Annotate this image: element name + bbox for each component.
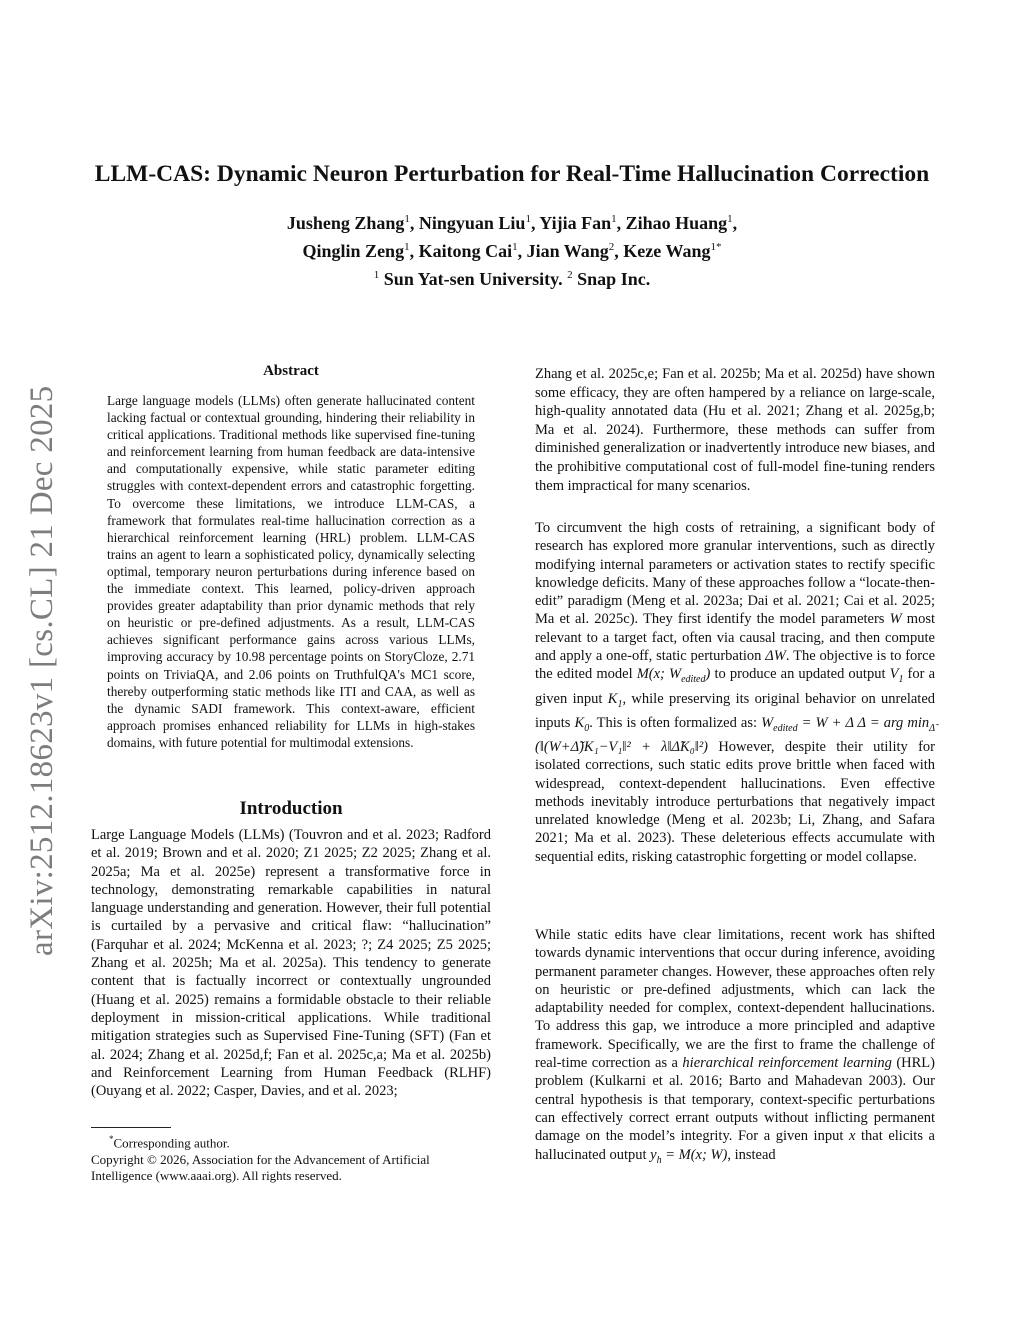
math-model-edited: M(x; $W_{edited}$): [636, 666, 711, 686]
math-K1: $K_1$: [607, 690, 623, 710]
footnote-rule: [91, 1127, 171, 1128]
edit-objective-equation: $W_{edited} = W + \Delta$ Δ = arg $\min_{\Deltã}$ (‖(W+Δ̃)K₁−V₁‖² + λ‖Δ̃K₀‖²): [535, 714, 935, 755]
author-affil-mark: 1: [525, 213, 531, 225]
footnote-block: [91, 1131, 491, 1184]
author-affil-mark: 1: [512, 241, 518, 253]
author-affil-mark: 2: [608, 241, 615, 253]
author: Jusheng Zhang: [286, 213, 405, 233]
math-W: W: [889, 611, 902, 628]
abstract-body: Large language models (LLMs) often generate hallucinated content lacking factual or contextual grounding, hindering their reliability in critical applications. Traditional methods like supervised fine-tuning and reinforcement learning from human feedback are data-intensive and computationally expensive, while static parameter editing struggles with context-dependent errors and catastrophic forgetting. To overcome these limitations, we introduce LLM-CAS, a framework that formulates real-time hallucination correction as a hierarchical reinforcement learning (HRL) problem. LLM-CAS trains an agent to learn a sophisticated policy, dynamically selecting optimal, temporary neuron perturbations during inference based on the immediate context. This learned, policy-driven approach provides greater adaptability than prior dynamic methods that rely on heuristic or pre-defined adjustments. As a result, LLM-CAS achieves significant performance gains across various LLMs, improving accuracy by 10.98 percentage points on StoryCloze, 2.71 points on TriviaQA, and 2.06 points on TruthfulQA's MC1 score, thereby outperforming static methods like ITI and CAA, as well as the dynamic SADI framework. This context-aware, efficient approach promises enhanced reliability for LLMs in high-stakes domains, with future potential for multimodal extensions.: [107, 393, 475, 750]
math-yh: $y_h = M(x$; W): [650, 1146, 728, 1166]
author: Kaitong Cai: [418, 241, 513, 261]
right-paragraph-1: Zhang et al. 2025c,e; Fan et al. 2025b; Ma et al. 2025d) have shown some efficacy, they are often hampered by a reliance on large-scale, high-quality annotated data (Hu et al. 2021; Zhang et al. 2025g,b; Ma et al. 2024). Furthermore, these methods can suffer from diminished generalization or inadvertently introduce new biases, and the prohibitive computational cost of full-model fine-tuning renders them impractical for many scenarios.: [535, 366, 935, 494]
abstract-heading: Abstract: [263, 363, 319, 379]
author-affil-mark: 1: [404, 241, 410, 253]
author: Qinglin Zeng: [302, 241, 405, 261]
emphasis-hrl: hierarchical reinforcement learning: [682, 1055, 892, 1072]
introduction-heading: Introduction: [239, 798, 343, 819]
introduction-paragraph-1: Large Language Models (LLMs) (Touvron and et al. 2023; Radford et al. 2019; Brown and et al. 2020; Z1 2025; Z2 2025; Zhang et al. 2025a; Ma et al. 2025e) represent a transformative force in technology, demonstrating remarkable capabilities in natural language understanding and generation. However, their full potential is curtailed by a pervasive and critical flaw: “hallucination” (Farquhar et al. 2024; McKenna et al. 2023; ?; Z4 2025; Z5 2025; Zhang et al. 2025h; Ma et al. 2025a). This tendency to generate content that is factually incorrect or contextually ungrounded (Huang et al. 2025) remains a formidable obstacle to their reliable deployment in mission-critical applications. While traditional mitigation strategies such as Supervised Fine-Tuning (SFT) (Fan et al. 2024; Zhang et al. 2025d,f; Fan et al. 2025c,a; Ma et al. 2025b) and Reinforcement Learning from Human Feedback (RLHF) (Ouyang et al. 2022; Casper, Davies, and et al. 2023;: [91, 827, 491, 1100]
affiliation-line: $^1$ Sun Yat-sen University. $^2$ Snap Inc.: [373, 269, 651, 289]
math-V1: $V_1$: [889, 666, 904, 686]
author-line-2: Qinglin Zeng$^1$, Kaitong Cai$^1$, Jian Wang$^2$, Keze Wang$^{1*}$: [302, 241, 722, 261]
arxiv-sidebar-stamp: arXiv:2512.18623v1 [cs.CL] 21 Dec 2025: [24, 385, 60, 956]
copyright-line-2: Intelligence (www.aaai.org). All rights reserved.: [91, 1167, 342, 1183]
paper-title: LLM-CAS: Dynamic Neuron Perturbation for Real-Time Hallucination Correction: [94, 161, 930, 187]
author: Ningyuan Liu: [418, 213, 526, 233]
author: Keze Wang: [623, 241, 711, 261]
author: Yijia Fan: [539, 213, 612, 233]
footnote-corresponding: *Corresponding author.: [109, 1134, 230, 1151]
author: Jian Wang: [526, 241, 609, 261]
copyright-line-1: Copyright © 2026, Association for the Advancement of Artificial: [91, 1151, 430, 1167]
affiliation-2: Snap Inc.: [577, 269, 651, 289]
affiliation-1: Sun Yat-sen University.: [383, 269, 563, 289]
math-K0: $K_0$: [574, 714, 590, 734]
right-paragraph-3: While static edits have clear limitations, recent work has shifted towards dynamic interventions that occur during inference, avoiding permanent parameter changes. However, these approaches often rely on heuristic or pre-defined adjustments, which can lack the adaptability needed for complex, context-dependent hallucinations. To address this gap, we introduce a more principled and adaptive framework. Specifically, we are the first to frame the challenge of real-time correction as a hierarchical reinforcement learning (HRL) problem (Kulkarni et al. 2016; Barto and Mahadevan 2003). Our central hypothesis is that temporary, context-specific perturbations can effectively correct errant outputs without inflicting permanent damage on the model’s integrity. For a given input x that elicits a hallucinated output $y_h = M(x$; W), instead: [535, 927, 935, 1166]
author-affil-mark: 1: [404, 213, 410, 225]
author: Zihao Huang: [625, 213, 728, 233]
author-affil-mark: 1*: [710, 241, 722, 253]
author-line-1: Jusheng Zhang$^1$, Ningyuan Liu$^1$, Yijia Fan$^1$, Zihao Huang$^1$,: [286, 213, 738, 233]
author-affil-mark: 1: [727, 213, 733, 225]
math-x: x: [848, 1128, 856, 1145]
author-block: [60, 209, 964, 293]
math-delta-W: ΔW: [765, 648, 786, 665]
author-affil-mark: 1: [611, 213, 617, 225]
right-paragraph-2: To circumvent the high costs of retraining, a significant body of research has explored more granular interventions, such as directly modifying internal parameters or activation states to rectify specific knowledge deficits. Many of these approaches follow a “locate-then-edit” paradigm (Meng et al. 2023a; Dai et al. 2021; Cai et al. 2025; Ma et al. 2025c). They first identify the model parameters W most relevant to a target fact, often via causal tracing, and then compute and apply a one-off, static perturbation ΔW. The objective is to force the edited model M(x; $W_{edited}$) to produce an updated output $V_1$ for a given input $K_1$, while preserving its original behavior on unrelated inputs $K_0$. This is often formalized as: $W_{edited} = W + \Delta$ Δ = arg $\min_{\Deltã}$ (‖(W+Δ̃)K₁−V₁‖² + λ‖Δ̃K₀‖²) However, despite their utility for isolated corrections, such static edits prove brittle when faced with widespread, context-dependent hallucinations. Even effective methods inevitably introduce perturbations that negatively impact unrelated knowledge (Meng et al. 2023b; Li, Zhang, and Safara 2021; Ma et al. 2023). These deleterious effects accumulate with sequential edits, risking catastrophic forgetting or model collapse.: [535, 520, 936, 865]
